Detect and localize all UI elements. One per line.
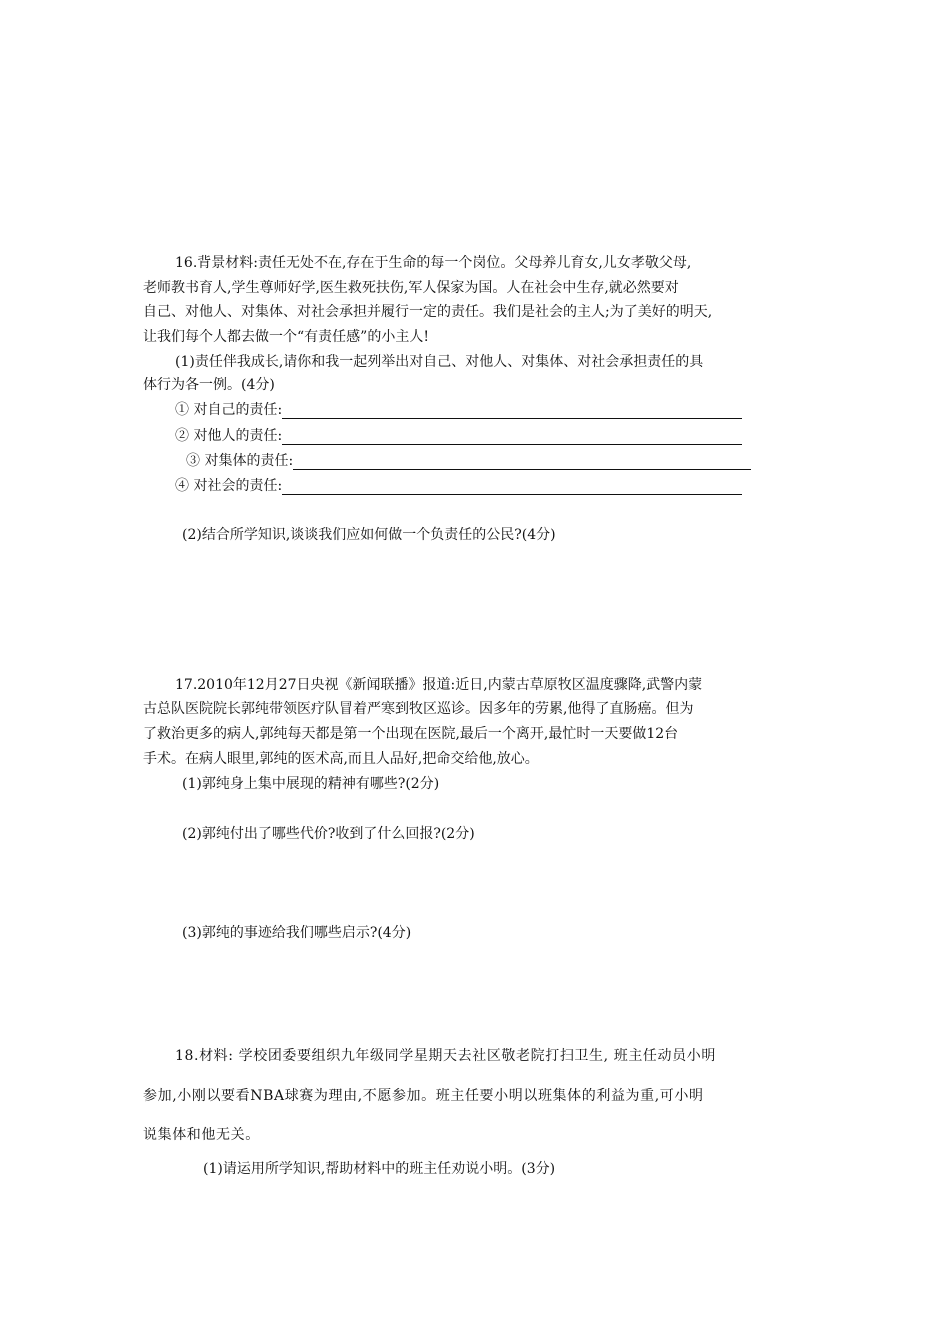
q16-blank-row-society [175,477,742,495]
q16-material-line-4: 让我们每个人都去做一个“有责任感”的小主人! [143,329,429,345]
q17-sub2: (2)郭纯付出了哪些代价?收到了什么回报?(2分) [182,826,475,842]
q17-material-line-2: 古总队医院院长郭纯带领医疗队冒着严寒到牧区巡诊。因多年的劳累,他得了直肠癌。但为 [143,701,694,717]
q18-sub1: (1)请运用所学知识,帮助材料中的班主任劝说小明。(3分) [203,1161,556,1177]
q16-blank-label-collective: ③ 对集体的责任: [186,453,294,469]
answer-line-self[interactable] [282,402,742,419]
q16-blank-label-self: ① 对自己的责任: [175,402,283,418]
q16-sub1-line-1: (1)责任伴我成长,请你和我一起列举出对自己、对他人、对集体、对社会承担责任的具 [175,354,704,370]
q16-blank-row-self [175,401,742,419]
q17-sub1: (1)郭纯身上集中展现的精神有哪些?(2分) [182,776,440,792]
q17-material-line-4: 手术。在病人眼里,郭纯的医术高,而且人品好,把命交给他,放心。 [143,751,539,767]
q16-blank-label-society: ④ 对社会的责任: [175,478,283,494]
q16-blank-row-others [175,427,742,445]
q17-sub3: (3)郭纯的事迹给我们哪些启示?(4分) [182,925,412,941]
q16-blank-label-others: ② 对他人的责任: [175,428,283,444]
q17-material-line-1: 17.2010年12月27日央视《新闻联播》报道:近日,内蒙古草原牧区温度骤降,武警内蒙 [175,677,703,693]
q17-material-line-3: 了救治更多的病人,郭纯每天都是第一个出现在医院,最后一个离开,最忙时一天要做12台 [143,726,679,742]
q16-material-line-1: 16.背景材料:责任无处不在,存在于生命的每一个岗位。父母养儿育女,儿女孝敬父母, [175,255,692,271]
q18-material-line-2: 参加,小刚以要看NBA球赛为理由,不愿参加。班主任要小明以班集体的利益为重,可小明 [143,1088,704,1104]
q16-blank-row-collective [186,452,751,470]
q18-material-line-1: 18.材料: 学校团委要组织九年级同学星期天去社区敬老院打扫卫生, 班主任动员小明 [175,1048,716,1064]
q16-sub1-line-2: 体行为各一例。(4分) [143,377,275,393]
q16-sub2: (2)结合所学知识,谈谈我们应如何做一个负责任的公民?(4分) [182,527,556,543]
answer-line-society[interactable] [282,478,742,495]
answer-line-collective[interactable] [293,453,751,470]
q16-material-line-2: 老师教书育人,学生尊师好学,医生救死扶伤,军人保家为国。人在社会中生存,就必然要对 [143,280,679,296]
q18-material-line-3: 说集体和他无关。 [143,1127,260,1143]
answer-line-others[interactable] [282,428,742,445]
q16-material-line-3: 自己、对他人、对集体、对社会承担并履行一定的责任。我们是社会的主人;为了美好的明天, [143,304,713,320]
